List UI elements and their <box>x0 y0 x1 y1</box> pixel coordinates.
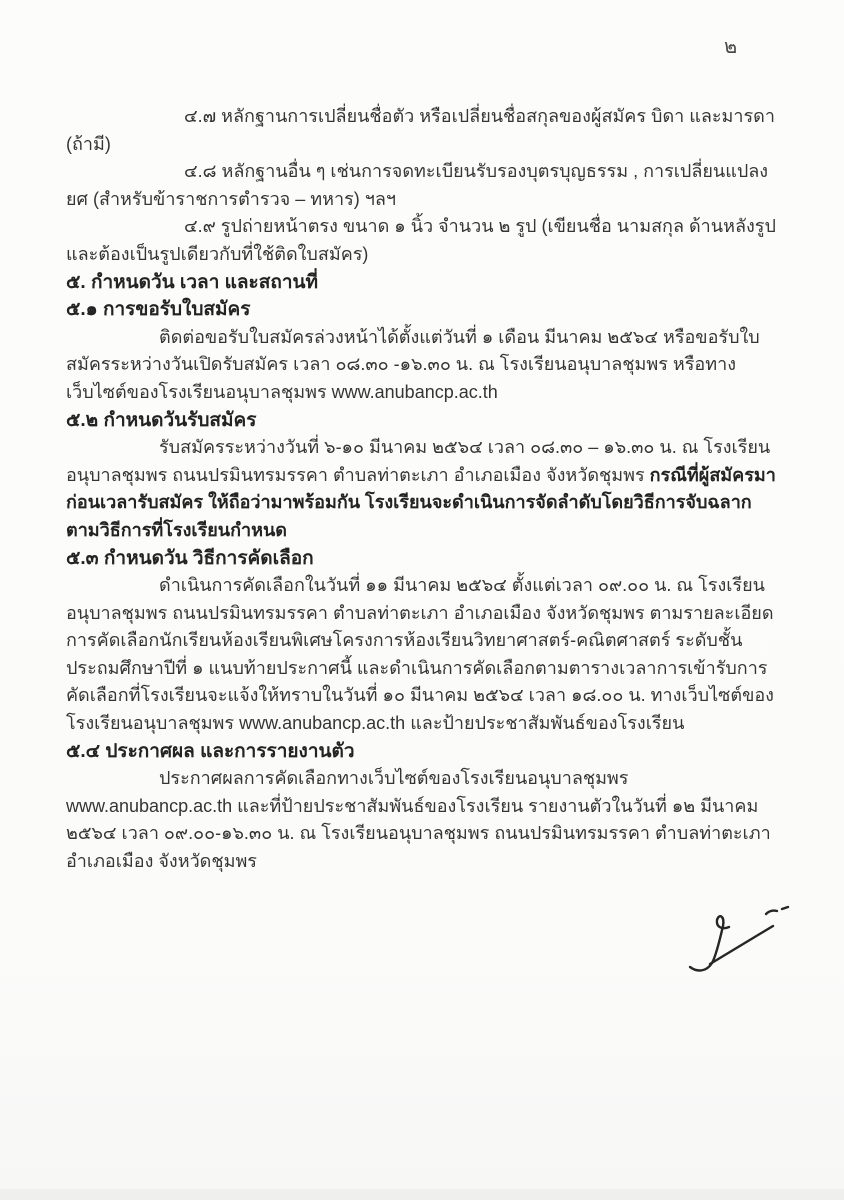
section-5-1-paragraph: ติดต่อขอรับใบสมัครล่วงหน้าได้ตั้งแต่วันที่ ๑ เดือน มีนาคม ๒๕๖๔ หรือขอรับใบสมัครระหว่างวันเปิดรับสมัคร เวลา ๐๘.๓๐ -๑๖.๓๐ น. ณ โรงเรียนอนุบาลชุมพร หรือทางเว็บไซต์ของโรงเรียนอนุบาลชุมพร www.anubancp.ac.th <box>66 326 760 402</box>
section-5-4-paragraph: ประกาศผลการคัดเลือกทางเว็บไซต์ของโรงเรียนอนุบาลชุมพร www.anubancp.ac.th และที่ป้ายประชาสัมพันธ์ของโรงเรียน รายงานตัวในวันที่ ๑๒ มีนาคม ๒๕๖๔ เวลา ๐๙.๐๐-๑๖.๓๐ น. ณ โรงเรียนอนุบาลชุมพร ถนนปรมินทรมรรคา ตำบลท่าตะเภา อำเภอเมือง จังหวัดชุมพร <box>66 768 771 872</box>
list-item-4-8: ๔.๘ หลักฐานอื่น ๆ เช่นการจดทะเบียนรับรองบุตรบุญธรรม , การเปลี่ยนแปลงยศ (สำหรับข้าราชการตำรวจ – ทหาร) ฯลฯ <box>66 161 769 209</box>
section-5-3-heading: ๕.๓ กำหนดวัน วิธีการคัดเลือก <box>66 547 314 569</box>
section-5-1-heading: ๕.๑ การขอรับใบสมัคร <box>66 299 251 321</box>
section-5-2-text-bold: กรณีที่ผู้สมัครมาก่อนเวลารับสมัคร ให้ถือว่ามาพร้อมกัน โรงเรียนจะดำเนินการจัดลำดับโดยวิธีการจับฉลากตามวิธีการที่โรงเรียนกำหนด <box>66 464 776 540</box>
list-item-4-7: ๔.๗ หลักฐานการเปลี่ยนชื่อตัว หรือเปลี่ยนชื่อสกุลของผู้สมัคร บิดา และมารดา (ถ้ามี) <box>66 106 775 154</box>
page-number: ๒ <box>724 36 738 58</box>
document-body <box>66 103 782 876</box>
section-5-4-heading: ๕.๔ ประกาศผล และการรายงานตัว <box>66 740 355 762</box>
list-item-4-9: ๔.๙ รูปถ่ายหน้าตรง ขนาด ๑ นิ้ว จำนวน ๒ รูป (เขียนชื่อ นามสกุล ด้านหลังรูป และต้องเป็นรูปเดียวกับที่ใช้ติดใบสมัคร) <box>66 216 776 264</box>
signature-scribble-icon <box>683 901 795 979</box>
section-5-3-paragraph: ดำเนินการคัดเลือกในวันที่ ๑๑ มีนาคม ๒๕๖๔ ตั้งแต่เวลา ๐๙.๐๐ น. ณ โรงเรียนอนุบาลชุมพร ถนนปรมินทรมรรคา ตำบลท่าตะเภา อำเภอเมือง จังหวัดชุมพร ตามรายละเอียดการคัดเลือกนักเรียนห้องเรียนพิเศษโครงการห้องเรียนวิทยาศาสตร์-คณิตศาสตร์ ระดับชั้นประถมศึกษาปีที่ ๑ แนบท้ายประกาศนี้ และดำเนินการคัดเลือกตามตารางเวลาการเข้ารับการคัดเลือกที่โรงเรียนจะแจ้งให้ทราบในวันที่ ๑๐ มีนาคม ๒๕๖๔ เวลา ๑๘.๐๐ น. ทางเว็บไซต์ของโรงเรียนอนุบาลชุมพร www.anubancp.ac.th และป้ายประชาสัมพันธ์ของโรงเรียน <box>66 575 774 734</box>
scan-bottom-edge-shadow <box>0 1189 844 1200</box>
section-5-2-paragraph <box>66 434 782 544</box>
section-5-2-text-normal: รับสมัครระหว่างวันที่ ๖-๑๐ มีนาคม ๒๕๖๔ เวลา ๐๘.๓๐ – ๑๖.๓๐ น. ณ โรงเรียนอนุบาลชุมพร ถนนปรมินทรมรรคา ตำบลท่าตะเภา อำเภอเมือง จังหวัดชุมพร <box>66 437 771 485</box>
section-5-2-heading: ๕.๒ กำหนดวันรับสมัคร <box>66 409 257 431</box>
section-5-heading: ๕. กำหนดวัน เวลา และสถานที่ <box>66 271 319 293</box>
